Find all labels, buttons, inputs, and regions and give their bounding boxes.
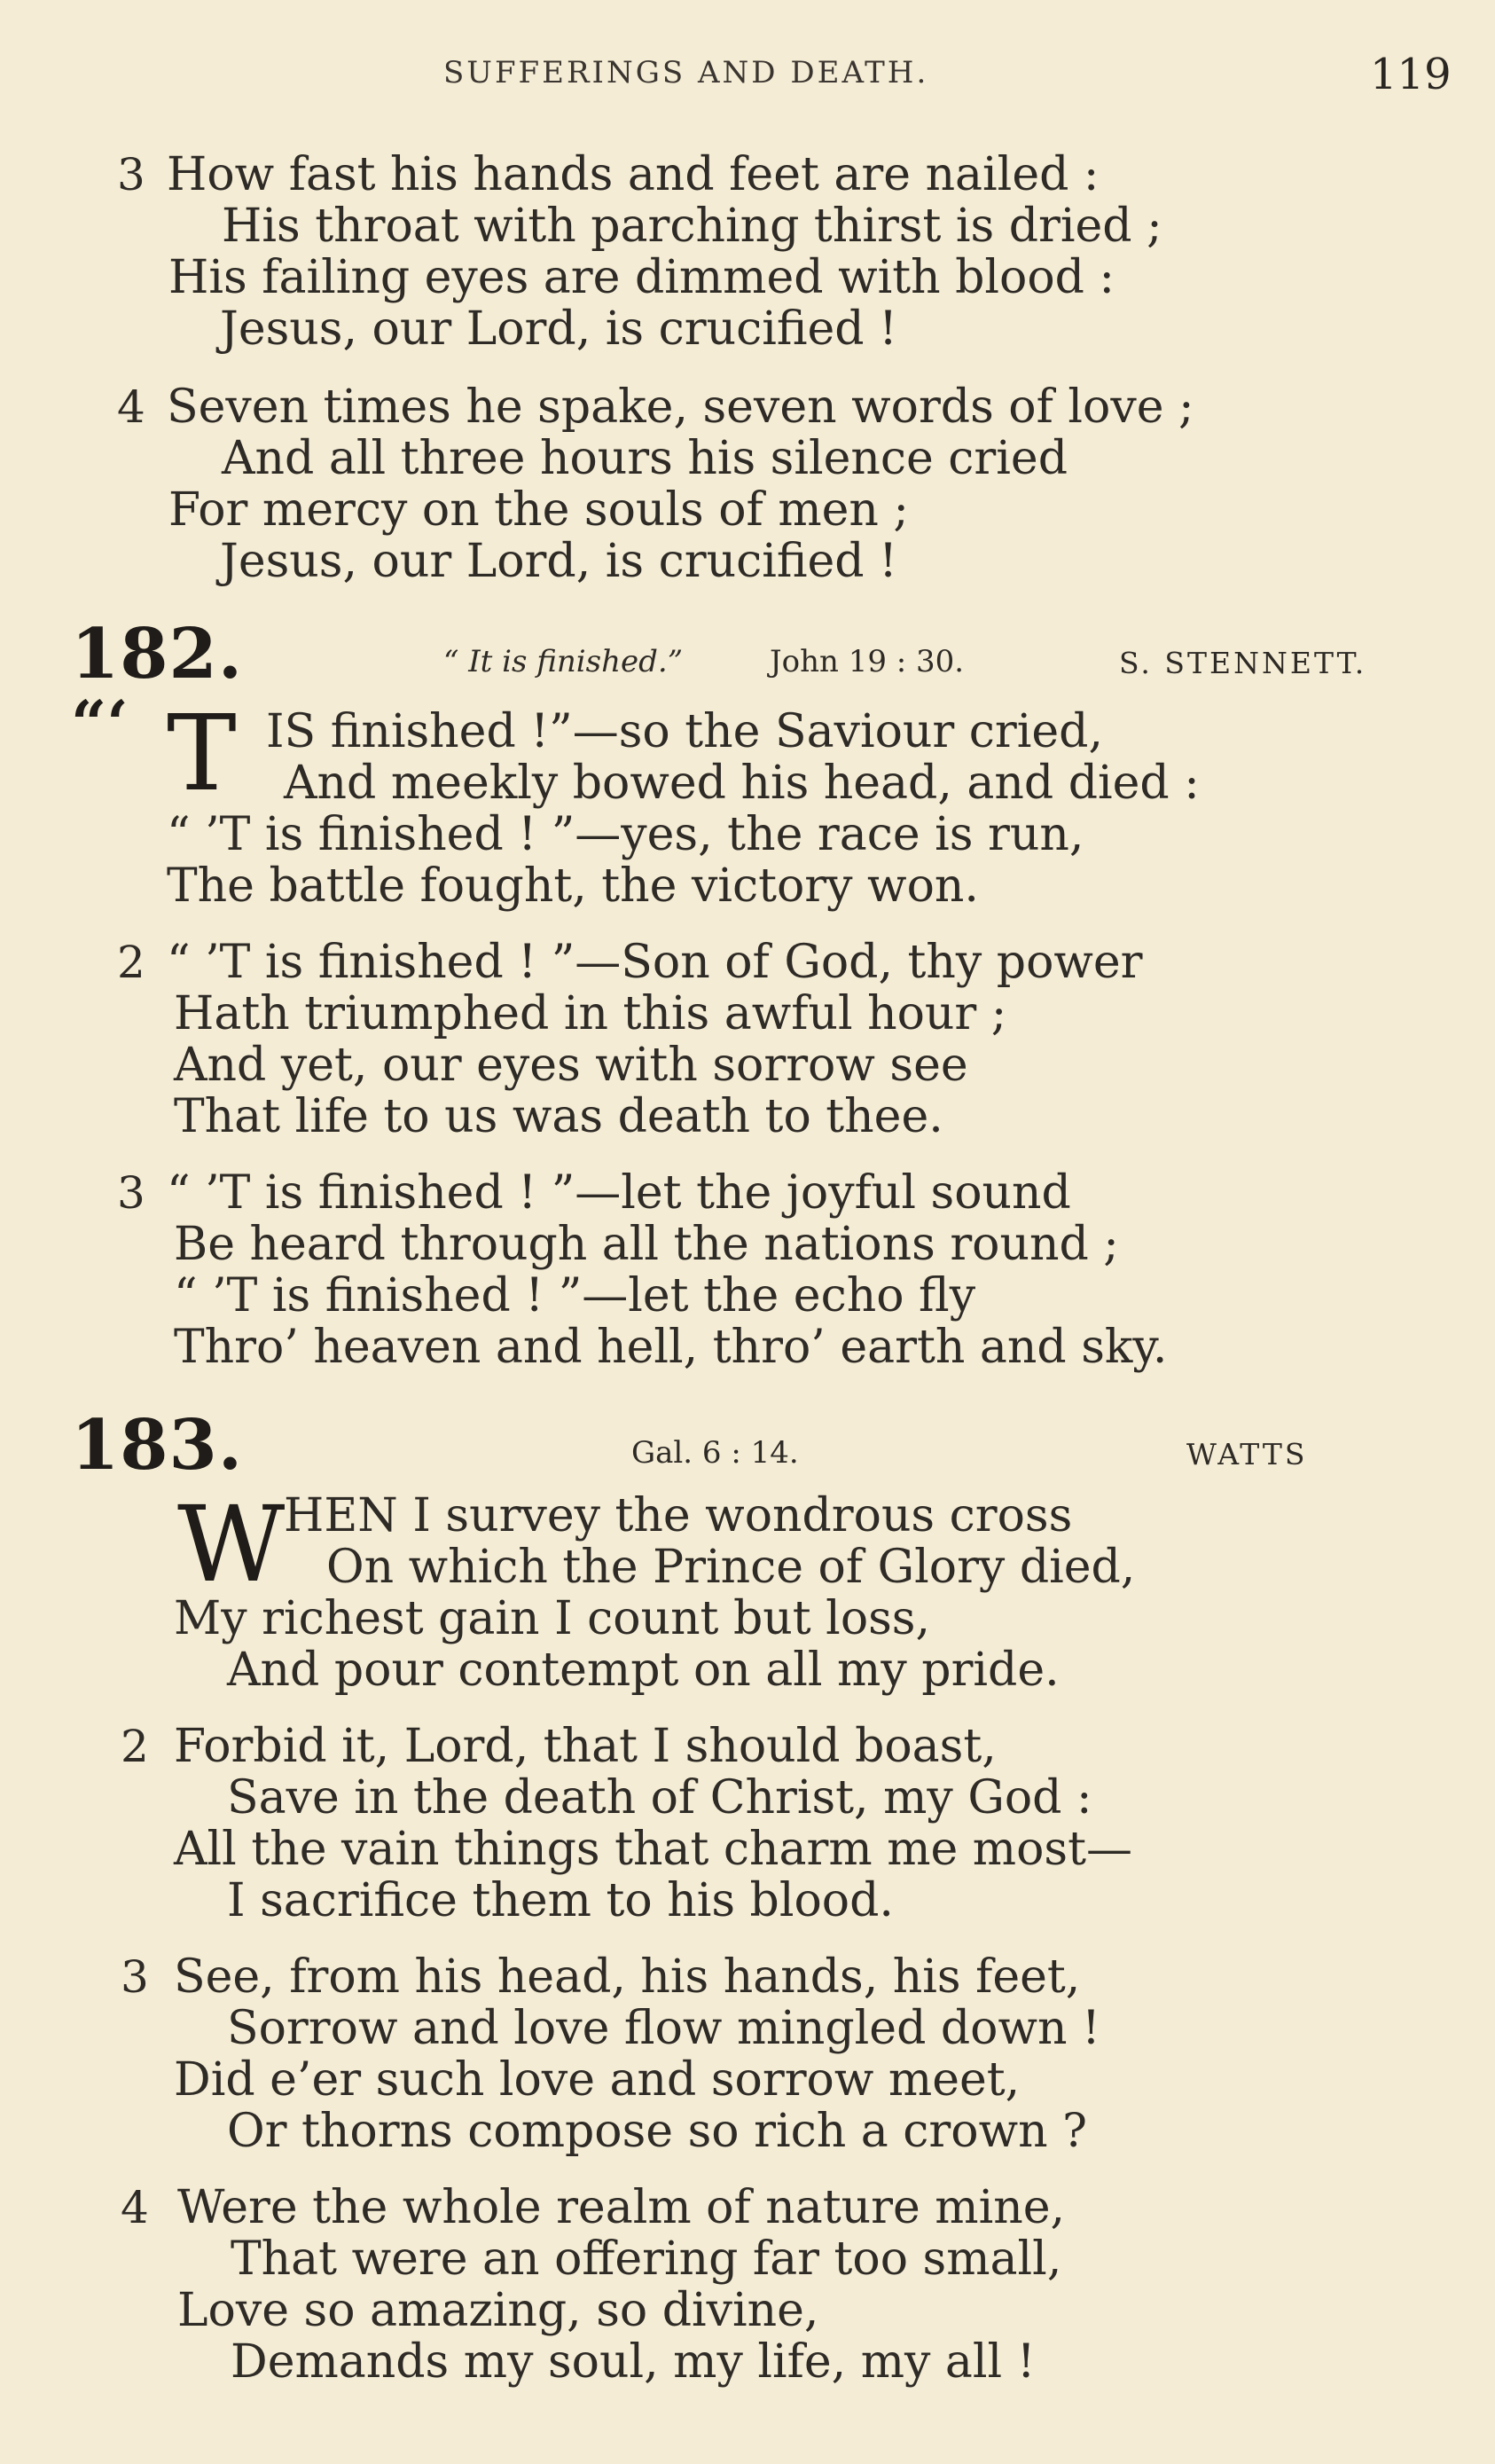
verse-line: Save in the death of Christ, my God : bbox=[227, 1771, 1092, 1824]
verse-line: Thro’ heaven and hell, thro’ earth and sky. bbox=[174, 1321, 1168, 1374]
verse-line: And all three hours his silence cried bbox=[222, 432, 1068, 485]
scripture-reference: John 19 : 30. bbox=[770, 644, 965, 679]
scripture-reference: Gal. 6 : 14. bbox=[631, 1435, 799, 1471]
verse-line: Love so amazing, so divine, bbox=[177, 2284, 819, 2337]
verse-line: That life to us was death to thee. bbox=[174, 1090, 943, 1143]
verse-line: Sorrow and love flow mingled down ! bbox=[227, 2002, 1100, 2055]
hymn-title: “ It is finished.” bbox=[443, 644, 684, 679]
verse-number: 2 bbox=[117, 937, 145, 988]
verse-line: “ ’T is finished ! ”—Son of God, thy power bbox=[167, 936, 1143, 989]
verse-line: That were an offering far too small, bbox=[231, 2233, 1062, 2286]
hymn-author: WATTS bbox=[1186, 1437, 1308, 1471]
running-title: SUFFERINGS AND DEATH. bbox=[443, 55, 929, 90]
verse-line: His failing eyes are dimmed with blood : bbox=[168, 251, 1115, 304]
verse-number: 4 bbox=[121, 2182, 149, 2233]
verse-line: HEN I survey the wondrous cross bbox=[284, 1489, 1073, 1542]
verse-line: I sacrifice them to his blood. bbox=[227, 1874, 894, 1927]
verse-number: 4 bbox=[117, 381, 145, 433]
hymn-author: S. STENNETT. bbox=[1119, 646, 1367, 680]
verse-line: Be heard through all the nations round ; bbox=[174, 1218, 1119, 1271]
verse-line: Did e’er such love and sorrow meet, bbox=[174, 2053, 1021, 2107]
verse-line: His throat with parching thirst is dried ; bbox=[222, 200, 1162, 253]
verse-line: And pour contempt on all my pride. bbox=[227, 1644, 1060, 1697]
verse-line: Hath triumphed in this awful hour ; bbox=[174, 987, 1007, 1040]
verse-line: “ ’T is finished ! ”—let the echo fly bbox=[174, 1269, 976, 1322]
verse-number: 3 bbox=[121, 1951, 149, 2003]
verse-line: And meekly bowed his head, and died : bbox=[284, 757, 1200, 810]
verse-line: The battle fought, the victory won. bbox=[167, 859, 979, 913]
verse-line: “ ’T is finished ! ”—yes, the race is run, bbox=[167, 808, 1084, 861]
drop-cap: T bbox=[167, 692, 237, 814]
hymn-number: 182. bbox=[71, 614, 243, 694]
page-number: 119 bbox=[1370, 50, 1452, 99]
verse-line: On which the Prince of Glory died, bbox=[326, 1541, 1136, 1594]
verse-line: Seven times he spake, seven words of love ; bbox=[167, 381, 1194, 434]
verse-line: Were the whole realm of nature mine, bbox=[177, 2181, 1066, 2234]
hymn-number: 183. bbox=[71, 1405, 243, 1486]
verse-line: IS finished !”—so the Saviour cried, bbox=[266, 705, 1103, 758]
opening-quote: “‘ bbox=[71, 687, 129, 760]
verse-number: 3 bbox=[117, 1167, 145, 1219]
drop-cap: W bbox=[177, 1483, 286, 1605]
verse-line: Jesus, our Lord, is crucified ! bbox=[220, 302, 898, 356]
verse-line: My richest gain I count but loss, bbox=[174, 1592, 931, 1645]
verse-line: All the vain things that charm me most— bbox=[174, 1823, 1133, 1876]
verse-line: For mercy on the souls of men ; bbox=[168, 483, 909, 537]
verse-line: Or thorns compose so rich a crown ? bbox=[227, 2105, 1087, 2158]
verse-line: Jesus, our Lord, is crucified ! bbox=[220, 535, 898, 588]
verse-number: 3 bbox=[117, 149, 145, 200]
verse-line: How fast his hands and feet are nailed : bbox=[167, 148, 1100, 201]
verse-line: Forbid it, Lord, that I should boast, bbox=[174, 1720, 997, 1773]
verse-line: “ ’T is finished ! ”—let the joyful sound bbox=[167, 1166, 1071, 1220]
verse-number: 2 bbox=[121, 1721, 149, 1772]
verse-line: See, from his head, his hands, his feet, bbox=[174, 1950, 1081, 2004]
verse-line: Demands my soul, my life, my all ! bbox=[231, 2335, 1036, 2389]
verse-line: And yet, our eyes with sorrow see bbox=[174, 1039, 968, 1092]
